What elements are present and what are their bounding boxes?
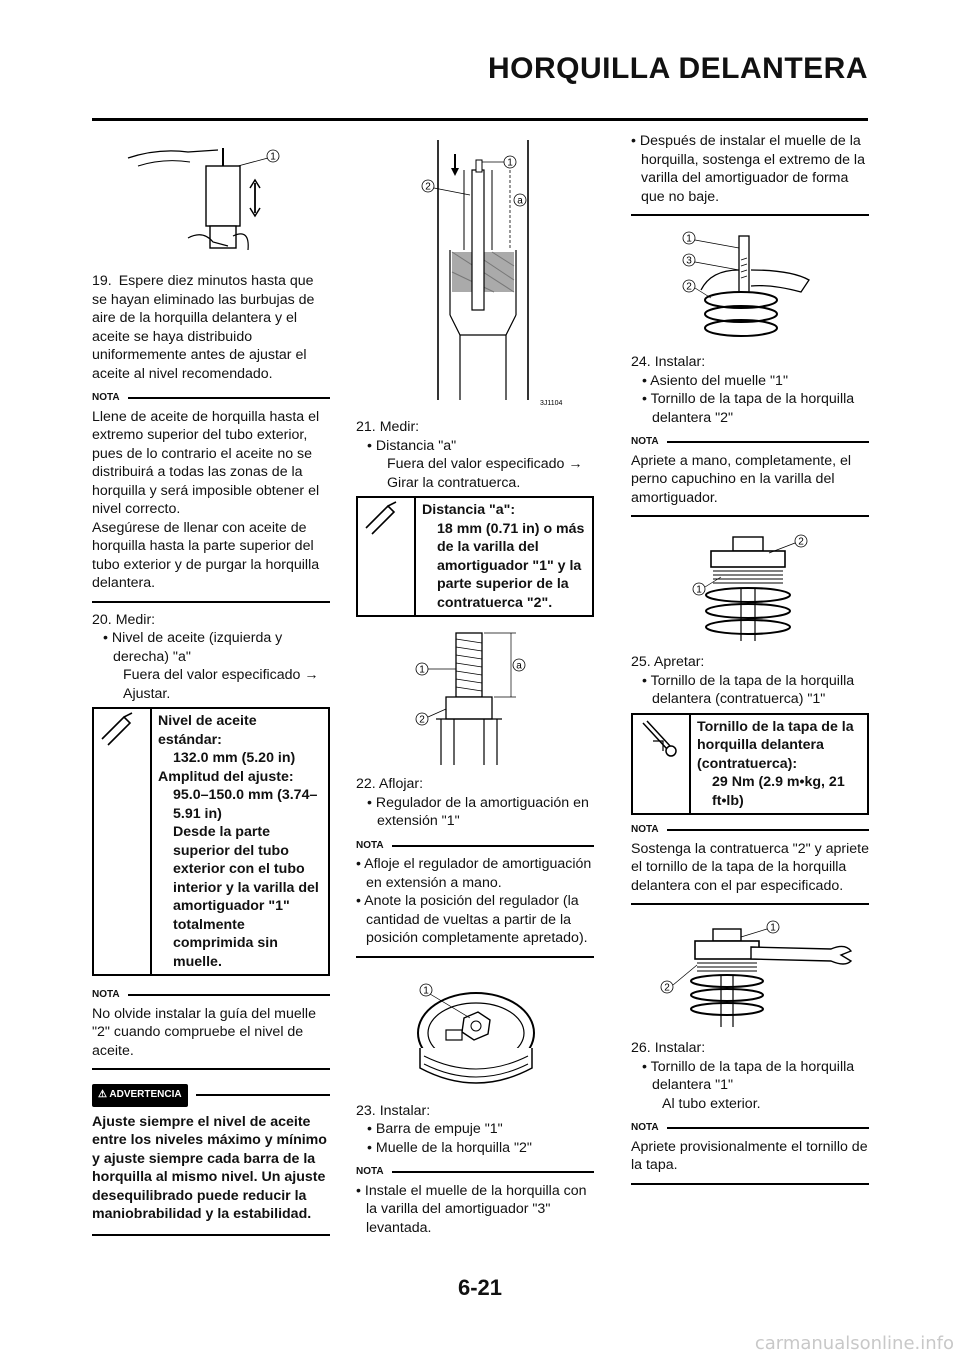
column-2: 21. Medir: • Distancia "a" Fuera del valor especificado → Girar la contratuerca. Distancia "a": 18 mm (0.71 in) o más de la varilla del amortiguador "1" y la parte superior de la contratuerca "2". a 1 2 22. Aflojar: • Regulador de la amortiguación en extensión "1" NOTA • Afloje el regulador de amortiguación en extensión a mano. • Anote la posición del regulador (la cantidad de vueltas a partir de la posición completamente apretado). 1 23. Instalar: • Barra de empuje "1" • Muelle de la horquilla "2" NOTA • Instale el muelle de la horquilla con la varilla del amortiguador "3" levantada. <box>356 418 594 1237</box>
nota-4-header: NOTA <box>356 1163 594 1182</box>
svg-text:1: 1 <box>419 664 425 676</box>
svg-text:3: 3 <box>686 255 692 267</box>
step-20: 20. Medir: • Nivel de aceite (izquierda y derecha) "a" Fuera del valor especificado → Ajustar. <box>92 611 330 704</box>
figure-code: 3J1104 <box>540 400 563 407</box>
column-1 <box>92 272 330 1236</box>
step-24: 24. Instalar: • Asiento del muelle "1" • Tornillo de la tapa de la horquilla delantera "2" <box>631 353 869 427</box>
nota-7-end-rule <box>631 1183 869 1185</box>
locknut-figure <box>386 629 594 769</box>
svg-text:1: 1 <box>507 157 513 169</box>
step-25: 25. Apretar: • Tornillo de la tapa de la horquilla delantera (contratuerca) "1" <box>631 653 869 709</box>
spec-box-oil-level: Nivel de aceite estándar: 132.0 mm (5.20 in) Amplitud del ajuste: 95.0–150.0 mm (3.74– 5.91 in) Desde la parte superior del tubo exterior con el tubo interior y la varilla del amortiguador "1" totalmente comprimida sin muelle. <box>92 707 330 976</box>
svg-text:a: a <box>516 660 522 672</box>
spring-install-figure <box>681 230 869 345</box>
warning-header <box>92 1084 330 1107</box>
warning-text: Ajuste siempre el nivel de aceite entre los niveles máximo y mínimo y ajuste siempre cada barra de la horquilla al mismo nivel. Un ajuste desequilibrado puede reducir la maniobrabilidad y la estabilidad. <box>92 1113 327 1222</box>
rebound-adjuster-figure <box>406 978 594 1088</box>
nota-6-end-rule <box>631 903 869 905</box>
intro-bullet: • Después de instalar el muelle de la horquilla, sostenga el extremo de la varilla del amortiguador de forma que no baje. <box>631 132 869 206</box>
title-rule <box>92 118 868 121</box>
nota-6-header: NOTA <box>631 821 869 840</box>
page-number: 6-21 <box>457 1275 503 1300</box>
svg-text:2: 2 <box>798 536 804 548</box>
fork-oil-figure <box>118 138 288 263</box>
svg-text:1: 1 <box>770 922 776 934</box>
svg-text:1: 1 <box>686 233 692 245</box>
svg-text:2: 2 <box>425 181 431 193</box>
spec-box-distance: Distancia "a": 18 mm (0.71 in) o más de la varilla del amortiguador "1" y la parte superior de la contratuerca "2". <box>356 496 594 617</box>
nota-1-header: NOTA <box>92 389 330 408</box>
svg-text:1: 1 <box>696 584 702 596</box>
step-22: 22. Aflojar: • Regulador de la amortiguación en extensión "1" <box>356 775 594 831</box>
svg-text:1: 1 <box>423 985 429 996</box>
nota-1-text-b: Asegúrese de llenar con aceite de horquilla hasta la parte superior del tubo exterior y de purgar la horquilla delantera. <box>92 519 320 591</box>
fork-cross-section-figure <box>410 140 590 410</box>
fork-cap-figure <box>691 533 869 643</box>
nota-7-text: Apriete provisionalmente el tornillo de la tapa. <box>631 1138 868 1173</box>
step-26: 26. Instalar: • Tornillo de la tapa de la horquilla delantera "1" Al tubo exterior. <box>631 1039 869 1113</box>
nota-3-end-rule <box>356 956 594 958</box>
footer-watermark-url: carmanualsonline.info <box>754 1333 954 1354</box>
page-title: HORQUILLA DELANTERA <box>487 52 868 85</box>
caliper-measure-icon <box>94 709 152 974</box>
nota-5-text: Apriete a mano, completamente, el perno capuchino en la varilla del amortiguador. <box>631 452 852 506</box>
nota-6-text: Sostenga la contratuerca "2" y apriete el tornillo de la tapa de la horquilla delantera con el par especificado. <box>631 840 870 894</box>
nota-3-header: NOTA <box>356 837 594 856</box>
torque-wrench-icon <box>633 715 691 814</box>
spec-box-torque: Tornillo de la tapa de la horquilla delantera (contratuerca): 29 Nm (2.9 m•kg, 21 ft•lb) <box>631 713 869 816</box>
intro-end-rule <box>631 214 869 216</box>
svg-text:2: 2 <box>664 982 670 994</box>
step-19-text: Espere diez minutos hasta que se hayan eliminado las burbujas de aire de la horquilla delantera y el aceite se haya distribuido uniformemente antes de ajustar el aceite al nivel recomendado. <box>92 273 315 382</box>
svg-text:2: 2 <box>419 714 425 726</box>
nota-1-end-rule <box>92 601 330 603</box>
wrench-tighten-figure <box>655 919 869 1029</box>
warning-end-rule <box>92 1234 330 1236</box>
nota-2-end-rule <box>92 1068 330 1070</box>
svg-text:a: a <box>517 195 523 207</box>
step-23: 23. Instalar: • Barra de empuje "1" • Muelle de la horquilla "2" <box>356 1102 594 1158</box>
nota-5-header: NOTA <box>631 433 869 452</box>
nota-7-header: NOTA <box>631 1119 869 1138</box>
caliper-measure-icon <box>358 498 416 615</box>
svg-text:2: 2 <box>686 281 692 293</box>
step-19: 19. Espere diez minutos hasta que se hayan eliminado las burbujas de aire de la horquilla delantera y el aceite se haya distribuido uniformemente antes de ajustar el aceite al nivel recomendado. <box>92 273 315 382</box>
callout-1: 1 <box>270 151 276 163</box>
nota-1-text-a: Llene de aceite de horquilla hasta el extremo superior del tubo exterior, pues de lo contrario el aceite no se distribuirá a todas las zonas de la horquilla y será imposible obtener el nivel correcto. <box>92 408 320 517</box>
nota-2-text: No olvide instalar la guía del muelle "2" cuando compruebe el nivel de aceite. <box>92 1005 316 1059</box>
nota-5-end-rule <box>631 515 869 517</box>
nota-2-header: NOTA <box>92 986 330 1005</box>
step-21: 21. Medir: • Distancia "a" Fuera del valor especificado → Girar la contratuerca. <box>356 418 594 492</box>
column-3 <box>631 132 869 1185</box>
warning-badge: ⚠ ADVERTENCIA <box>92 1084 188 1107</box>
